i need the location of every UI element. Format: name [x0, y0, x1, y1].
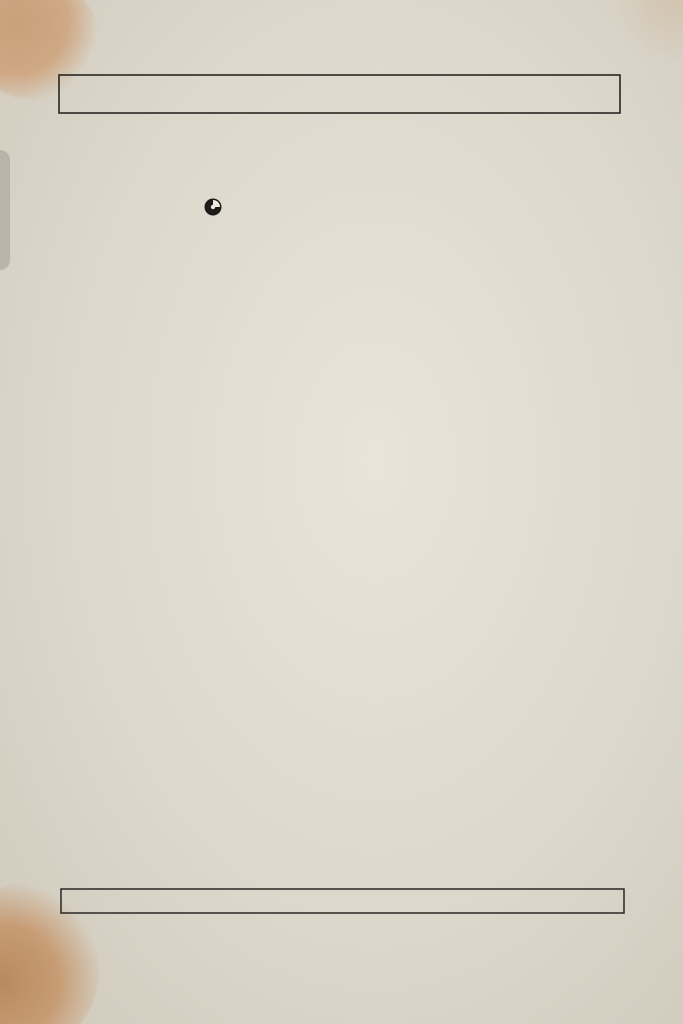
paper-tear	[0, 150, 10, 270]
floral-border-icon	[58, 74, 621, 114]
paper-stain	[610, 0, 683, 60]
wave-border-icon	[60, 888, 625, 914]
archive-logo-icon	[203, 197, 223, 217]
archive-stamp	[203, 197, 229, 217]
